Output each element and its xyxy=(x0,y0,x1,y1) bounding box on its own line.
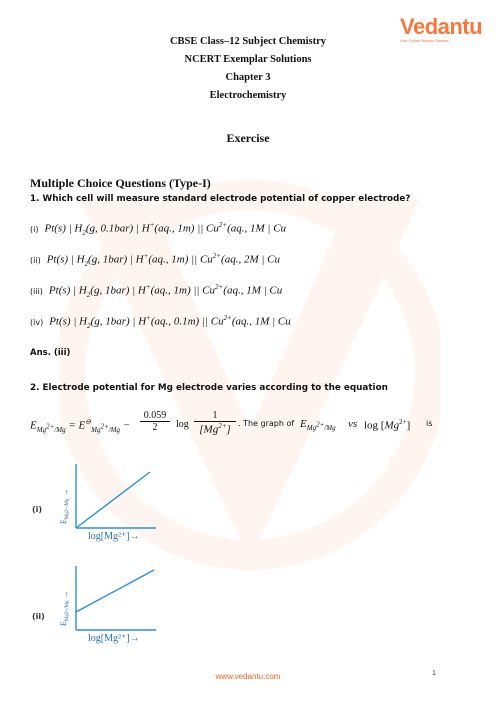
cu-conc: 1M xyxy=(246,284,261,297)
section-heading: Multiple Choice Questions (Type-I) xyxy=(30,176,211,190)
h-conc: 1m xyxy=(177,222,191,235)
vs-text: vs xyxy=(348,418,358,430)
vedantu-logo xyxy=(400,14,483,54)
is-text: is xyxy=(426,419,433,428)
nernst-equation: $E_{Mg^{2+}/Mg} = E^⊖_{Mg^{2+}/Mg}$ − 0.059 2 log 1 $[Mg^{2+}]$ . The graph of $E_{Mg^{2+}/Mg}$ vs $\log [Mg^{2+}]$ is xyxy=(30,410,433,436)
h2-pressure: 1bar xyxy=(102,253,124,266)
question-2: 2. Electrode potential for Mg electrode varies according to the equation xyxy=(30,383,388,393)
h2-pressure: 0.1bar xyxy=(100,222,130,235)
h2-pressure: 1bar xyxy=(104,284,126,297)
question-1: 1. Which cell will measure standard electrode potential of copper electrode? xyxy=(30,194,411,204)
footer-url[interactable]: www.vedantu.com xyxy=(215,672,281,681)
subject-line: CBSE Class–12 Subject Chemistry xyxy=(169,36,327,47)
graph-i-xlabel: log[Mg²⁺]→ xyxy=(88,531,140,542)
option-1-i: (i) Pt(s) | $H_2(g$, 0.1bar) | H+(aq., 1m) || $Cu^{2+}(aq$., 1M | Cu xyxy=(30,221,287,237)
cu-conc: 1M xyxy=(250,222,265,235)
page-number: 1 xyxy=(432,670,436,677)
den: 2 xyxy=(152,422,158,433)
h-conc: 1m xyxy=(173,284,187,297)
chapter-number: Chapter 3 xyxy=(225,72,271,83)
logo-brand: Vedantu xyxy=(400,14,483,39)
svg-text:EMg2+/Mg →: $E_{Mg2+/Mg}$ → xyxy=(59,590,70,626)
option-number: (iv) xyxy=(30,317,44,327)
log-word: log xyxy=(176,419,189,430)
svg-text:EMg2+/Mg →: $E_{Mg2+/Mg}$ → xyxy=(59,488,70,524)
graph-ii-xlabel: log[Mg²⁺]→ xyxy=(88,633,140,644)
chapter-title: Electrochemistry xyxy=(209,90,287,101)
cu-conc: 1M xyxy=(254,315,270,328)
option-1-ii: (ii) Pt(s) | $H_2(g$, 1bar) | H+(aq., 1m) || $Cu^{2+}(aq$., 2M | Cu xyxy=(30,252,281,268)
option-1-iv: (iv) Pt(s) | $H_2(g$, 1bar) | H+(aq., 0.1m) || $Cu^{2+}(aq$., 1M | Cu xyxy=(30,314,291,330)
cu-conc: 2M xyxy=(243,253,259,266)
h2-pressure: 1bar xyxy=(105,315,127,328)
option-1-iii: (iii) Pt(s) | $H_2(g$, 1bar) | H+(aq., 1m) || $Cu^{2+}(aq$., 1M | Cu xyxy=(30,283,283,299)
graph-i-label: (i) xyxy=(32,505,43,514)
graph-text: . The graph of xyxy=(238,419,295,428)
h-conc: 1m xyxy=(171,253,185,266)
option-number: (ii) xyxy=(30,255,41,265)
exercise-heading: Exercise xyxy=(226,131,270,145)
graph-ii-label: (ii) xyxy=(32,612,45,621)
option-number: (iii) xyxy=(30,286,43,296)
answer-1: Ans. (iii) xyxy=(30,348,71,358)
logo-tagline: Live Online Master Classes xyxy=(400,38,449,43)
h-conc: 0.1m xyxy=(173,315,196,328)
option-number: (i) xyxy=(30,224,39,234)
one: 1 xyxy=(194,410,236,422)
book-title: NCERT Exemplar Solutions xyxy=(184,54,312,65)
coef: 0.059 xyxy=(140,410,170,422)
